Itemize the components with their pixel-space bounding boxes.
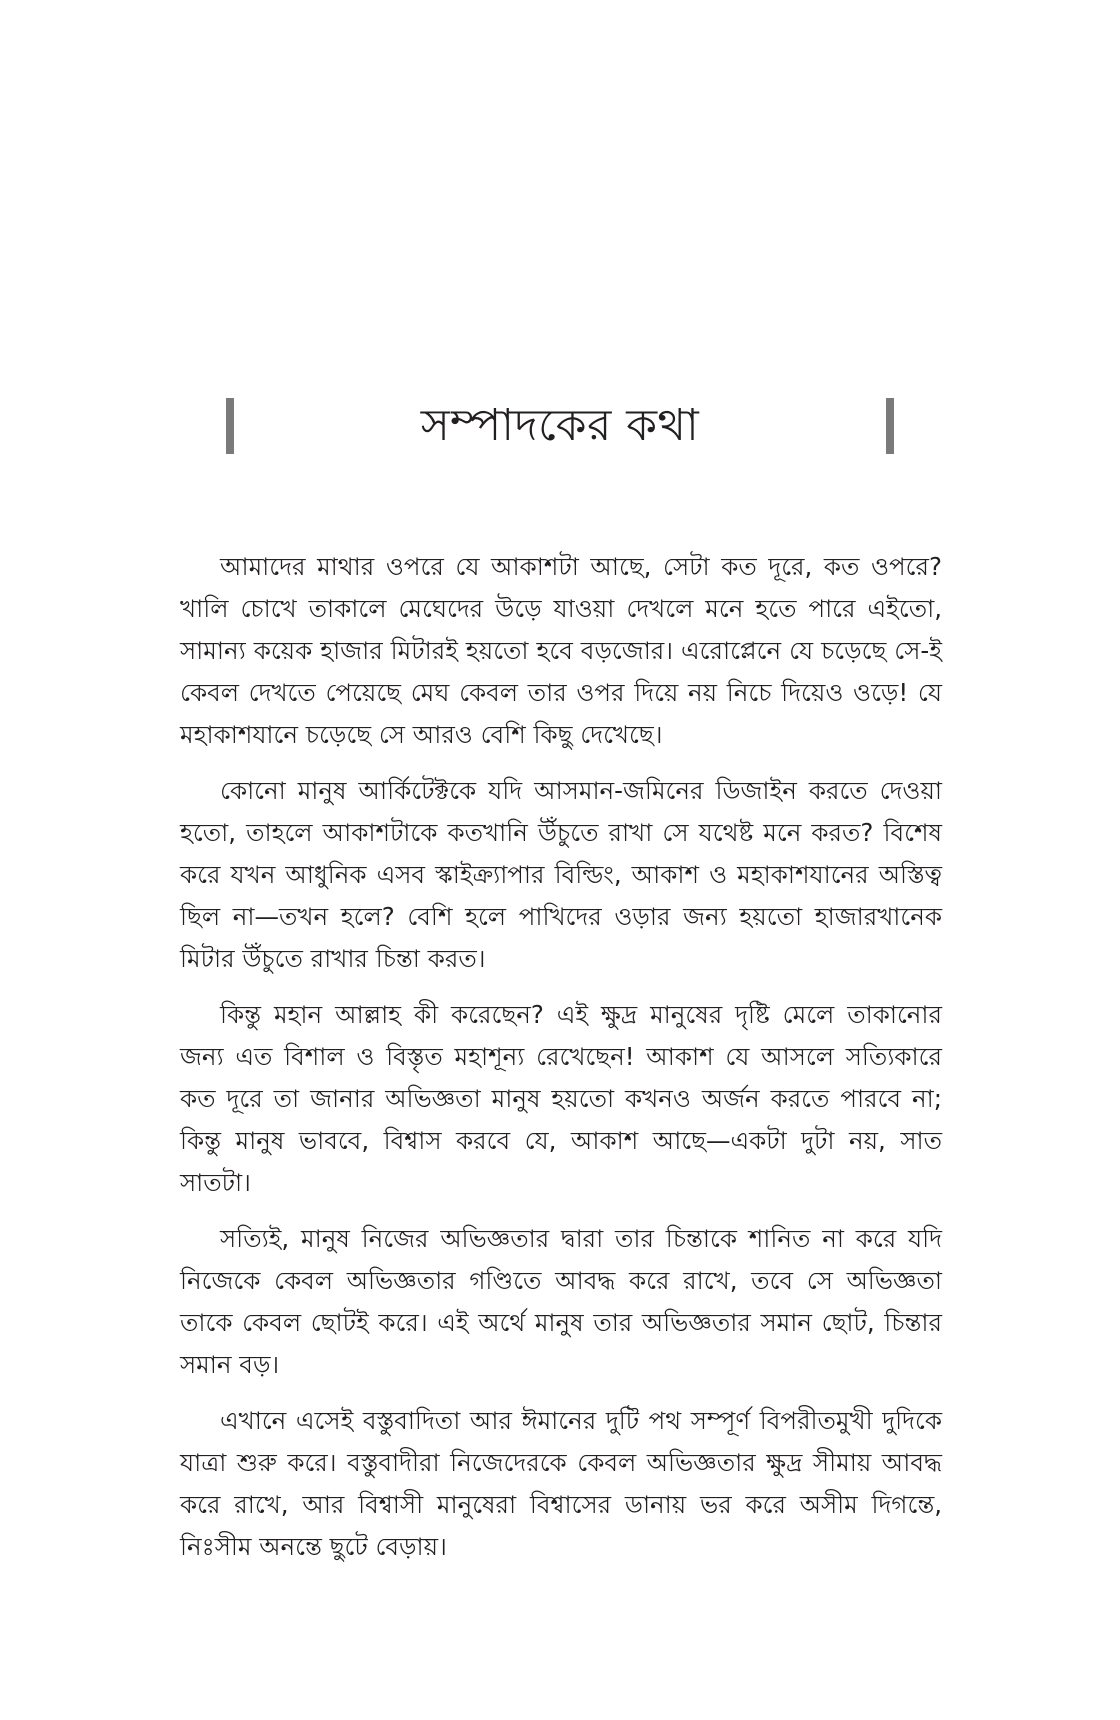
paragraph-2: কোনো মানুষ আর্কিটেক্টকে যদি আসমান-জমিনের ডিজাইন করতে দেওয়া হতো, তাহলে আকাশটাকে কতখানি উঁচুতে রাখা সে যথেষ্ট মনে করত? বিশেষ করে যখন আধুনিক এসব স্কাইক্র্যাপার বিল্ডিং, আকাশ ও মহাকাশযানের অস্তিত্ব ছিল না—তখন হলে? বেশি হলে পাখিদের ওড়ার জন্য হয়তো হাজারখানেক মিটার উঁচুতে রাখার চিন্তা করত। [180,776,942,973]
paragraph-4: সত্যিই, মানুষ নিজের অভিজ্ঞতার দ্বারা তার চিন্তাকে শানিত না করে যদি নিজেকে কেবল অভিজ্ঞতার গণ্ডিতে আবদ্ধ করে রাখে, তবে সে অভিজ্ঞতা তাকে কেবল ছোটই করে। এই অর্থে মানুষ তার অভিজ্ঞতার সমান ছোট, চিন্তার সমান বড়। [180,1224,942,1379]
paragraph-1: আমাদের মাথার ওপরে যে আকাশটা আছে, সেটা কত দূরে, কত ওপরে? খালি চোখে তাকালে মেঘেদের উড়ে যাওয়া দেখলে মনে হতে পারে এইতো, সামান্য কয়েক হাজার মিটারই হয়তো হবে বড়জোর। এরোপ্লেনে যে চড়েছে সে-ই কেবল দেখতে পেয়েছে মেঘ কেবল তার ওপর দিয়ে নয় নিচে দিয়েও ওড়ে! যে মহাকাশযানে চড়েছে সে আরও বেশি কিছু দেখেছে। [180,552,942,749]
paragraph-5: এখানে এসেই বস্তুবাদিতা আর ঈমানের দুটি পথ সম্পূর্ণ বিপরীতমুখী দুদিকে যাত্রা শুরু করে। বস্তুবাদীরা নিজেদেরকে কেবল অভিজ্ঞতার ক্ষুদ্র সীমায় আবদ্ধ করে রাখে, আর বিশ্বাসী মানুষেরা বিশ্বাসের ডানায় ভর করে অসীম দিগন্তে, নিঃসীম অনন্তে ছুটে বেড়ায়। [180,1406,942,1561]
chapter-heading [220,390,900,470]
heading-bar-right [886,398,894,454]
paragraph-3: কিন্তু মহান আল্লাহ কী করেছেন? এই ক্ষুদ্র মানুষের দৃষ্টি মেলে তাকানোর জন্য এত বিশাল ও বিস্তৃত মহাশূন্য রেখেছেন! আকাশ যে আসলে সত্যিকারে কত দূরে তা জানার অভিজ্ঞতা মানুষ হয়তো কখনও অর্জন করতে পারবে না; কিন্তু মানুষ ভাববে, বিশ্বাস করবে যে, আকাশ আছে—একটা দুটা নয়, সাত সাতটা। [180,1000,942,1197]
page-title: সম্পাদকের কথা [420,400,700,451]
body-text [180,546,942,1582]
